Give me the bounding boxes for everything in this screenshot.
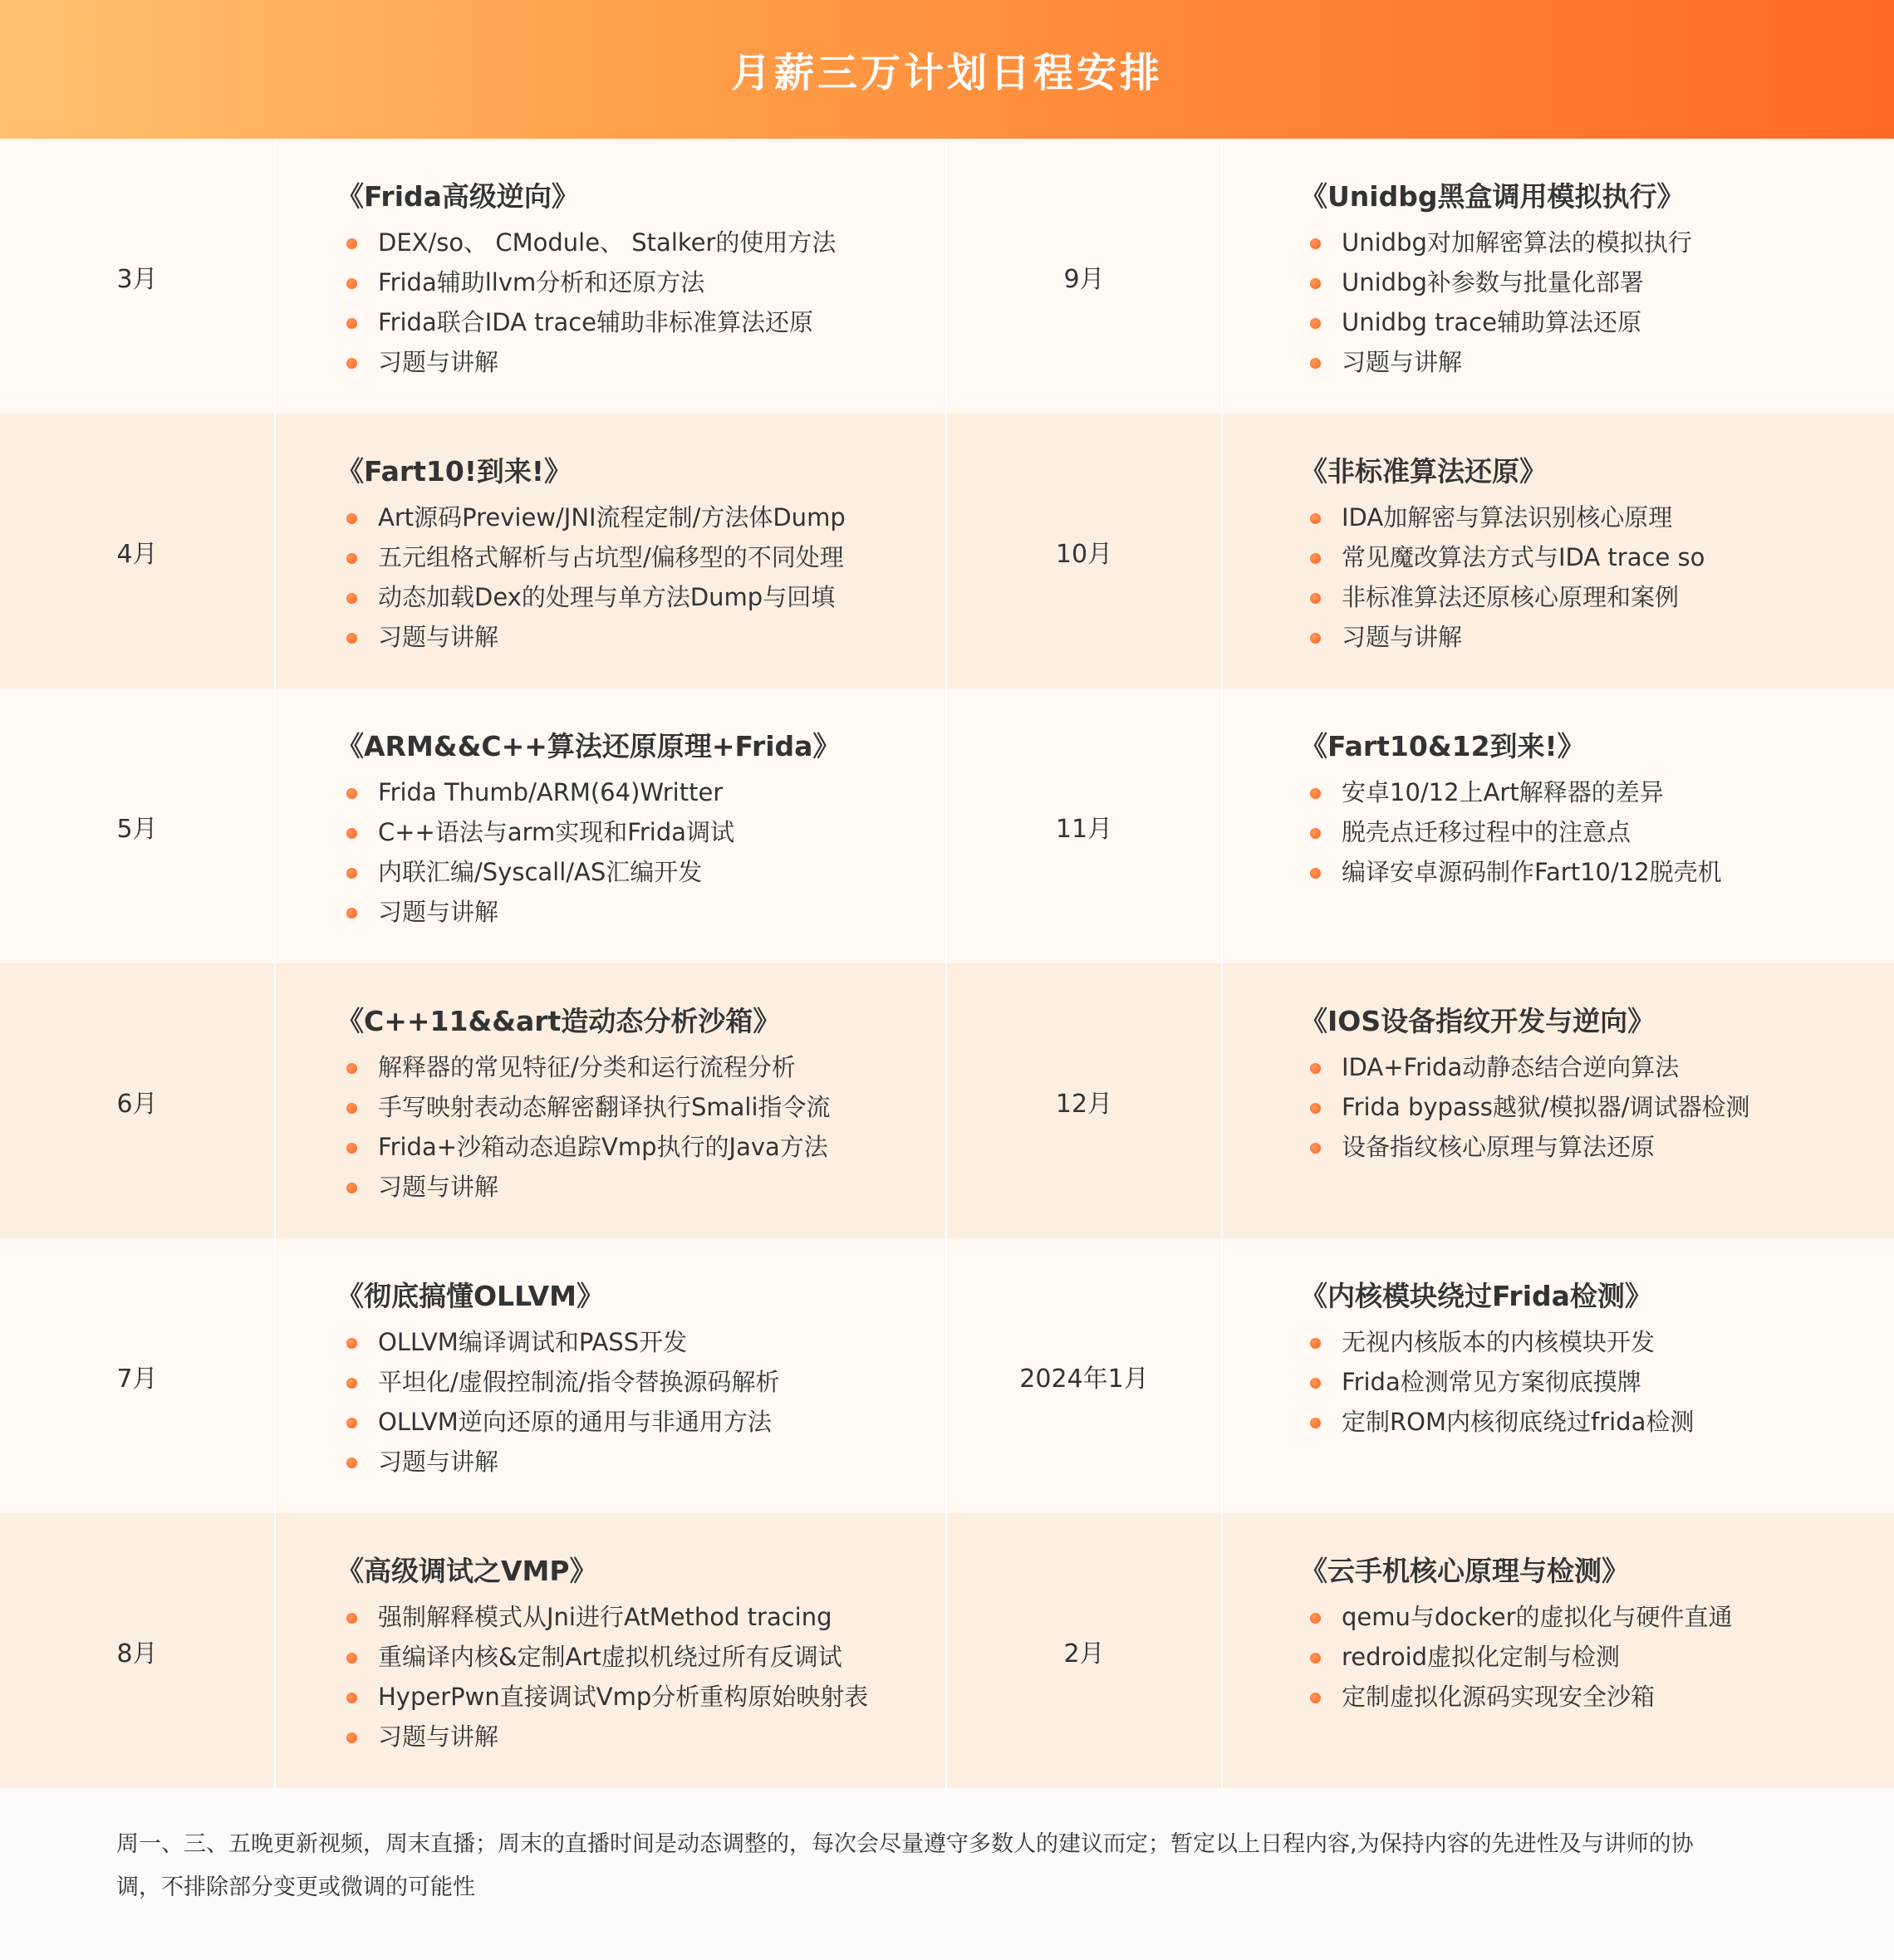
course-cell [1300,179,1692,382]
column-divider [274,963,276,1238]
bullet-dot-icon [346,553,357,564]
bullet-dot-icon [1310,1693,1321,1703]
course-topic-text: redroid虚拟化定制与检测 [1342,1643,1621,1671]
bullet-dot-icon [346,1338,357,1349]
bullet-dot-icon [346,1732,357,1743]
course-topic-text: Frida检测常见方案彻底摸牌 [1342,1368,1641,1396]
bullet-dot-icon [346,1653,357,1664]
course-topic-text: 安卓10/12上Art解释器的差异 [1342,778,1664,806]
course-topic-text: 定制虚拟化源码实现安全沙箱 [1342,1683,1656,1711]
course-topic-text: Unidbg trace辅助算法还原 [1342,308,1641,336]
bullet-dot-icon [346,1418,357,1428]
schedule-row [0,414,1894,688]
course-topic-item [336,892,840,932]
column-divider [1221,139,1223,414]
course-cell [336,179,836,382]
bullet-dot-icon [346,513,357,524]
course-topic-text: HyperPwn直接调试Vmp分析重构原始映射表 [378,1683,869,1711]
course-topic-item [336,852,840,892]
footer-note-line-2: 调，不排除部分变更或微调的可能性 [116,1874,475,1900]
column-divider [274,414,276,688]
column-divider [274,688,276,963]
column-divider [1221,963,1223,1238]
course-topic-text: Unidbg补参数与批量化部署 [1342,268,1644,296]
course-topic-text: Frida bypass越狱/模拟器/调试器检测 [1342,1093,1750,1121]
course-topic-item [1300,302,1692,342]
bullet-dot-icon [346,1183,357,1193]
course-topic-item [1300,262,1692,302]
course-topic-text: 非标准算法还原核心原理和案例 [1342,583,1680,611]
course-title: 《内核模块绕过Frida检测》 [1300,1280,1652,1312]
column-divider [1221,1238,1223,1513]
course-topic-item [336,1597,868,1637]
course-topic-text: 解释器的常见特征/分类和运行流程分析 [378,1053,796,1081]
bullet-dot-icon [1310,513,1321,524]
course-title: 《Fart10&12到来!》 [1300,730,1585,762]
bullet-dot-icon [346,1143,357,1154]
course-topic-text: Frida+沙箱动态追踪Vmp执行的Java方法 [378,1133,828,1161]
month-label: 8月 [116,1639,158,1668]
course-topic-item [1300,1637,1733,1677]
course-topic-text: 习题与讲解 [378,348,499,376]
column-divider [1221,688,1223,963]
bullet-dot-icon [1310,1613,1321,1624]
bullet-dot-icon [1310,1338,1321,1349]
schedule-row [0,139,1894,414]
course-topic-item [1300,852,1722,892]
course-topic-item [336,577,846,617]
bullet-dot-icon [1310,553,1321,564]
month-label: 4月 [116,539,158,569]
course-title: 《云手机核心原理与检测》 [1300,1555,1629,1587]
course-topic-list [1300,1047,1749,1167]
bullet-dot-icon [346,593,357,604]
course-topic-item [1300,1402,1694,1442]
course-cell [1300,728,1722,892]
course-topic-item [336,537,846,577]
month-label: 12月 [1055,1089,1113,1119]
course-topic-item [1300,1677,1733,1717]
bullet-dot-icon [1310,358,1321,369]
bullet-dot-icon [346,1103,357,1114]
column-divider [274,1238,276,1513]
course-topic-item [1300,1597,1733,1637]
bullet-dot-icon [346,1613,357,1624]
course-topic-text: 习题与讲解 [378,1448,499,1476]
course-topic-item [1300,1362,1694,1402]
bullet-dot-icon [1310,1378,1321,1389]
month-label: 5月 [116,814,158,844]
course-cell [336,1003,831,1207]
course-topic-item [336,223,836,262]
course-topic-list [1300,772,1722,892]
course-topic-text: 习题与讲解 [1342,623,1463,651]
course-title: 《Unidbg黑盒调用模拟执行》 [1300,180,1685,213]
course-cell [1300,1553,1733,1717]
schedule-row [0,688,1894,963]
schedule-row [0,1238,1894,1513]
bullet-dot-icon [1310,868,1321,879]
bullet-dot-icon [346,1693,357,1703]
column-divider [274,1513,276,1788]
course-topic-text: 重编译内核&定制Art虚拟机绕过所有反调试 [378,1643,842,1671]
bullet-dot-icon [346,788,357,799]
course-topic-list [336,223,836,382]
bullet-dot-icon [1310,278,1321,289]
bullet-dot-icon [346,1378,357,1389]
course-topic-item [1300,1127,1749,1167]
course-topic-item [336,1047,831,1087]
course-topic-item [336,1717,868,1757]
bullet-dot-icon [346,908,357,919]
course-topic-item [336,772,840,812]
schedule-row [0,963,1894,1238]
course-topic-item [1300,497,1705,537]
bullet-dot-icon [1310,238,1321,249]
bullet-dot-icon [1310,633,1321,644]
month-label: 9月 [1063,264,1105,294]
header-banner [0,0,1894,139]
course-topic-item [1300,223,1692,262]
course-topic-list [1300,497,1705,657]
footer-note-line-1: 周一、三、五晚更新视频，周末直播；周末的直播时间是动态调整的，每次会尽量遵守多数人的建议而定；暂定以上日程内容,为保持内容的先进性及与讲师的协 [116,1831,1694,1857]
course-title: 《C++11&&art造动态分析沙箱》 [336,1005,781,1037]
course-topic-item [1300,577,1705,617]
course-topic-text: 平坦化/虚假控制流/指令替换源码解析 [378,1368,780,1396]
course-topic-item [1300,342,1692,382]
course-topic-text: IDA+Frida动静态结合逆向算法 [1342,1053,1680,1081]
bullet-dot-icon [346,868,357,879]
month-label: 6月 [116,1089,158,1119]
footer-note [116,1823,1786,1909]
course-cell [336,728,840,932]
schedule-row [0,1513,1894,1788]
course-topic-item [336,1442,780,1482]
bullet-dot-icon [346,318,357,329]
bullet-dot-icon [346,358,357,369]
bullet-dot-icon [1310,318,1321,329]
course-topic-item [1300,1087,1749,1127]
bullet-dot-icon [1310,1653,1321,1664]
course-topic-item [336,1677,868,1717]
course-topic-text: 习题与讲解 [1342,348,1463,376]
bullet-dot-icon [1310,788,1321,799]
course-topic-text: 习题与讲解 [378,1173,499,1201]
course-topic-item [1300,1047,1749,1087]
course-topic-list [1300,1322,1694,1442]
month-label: 7月 [116,1364,158,1394]
course-topic-text: Frida Thumb/ARM(64)Writter [378,778,724,806]
course-topic-item [336,812,840,852]
course-topic-item [336,1167,831,1207]
course-topic-text: C++语法与arm实现和Frida调试 [378,818,735,846]
course-title: 《非标准算法还原》 [1300,455,1547,488]
course-topic-item [1300,537,1705,577]
course-topic-list [336,1322,780,1482]
course-topic-text: qemu与docker的虚拟化与硬件直通 [1342,1603,1733,1631]
course-topic-text: 内联汇编/Syscall/AS汇编开发 [378,858,703,886]
course-topic-text: 五元组格式解析与占坑型/偏移型的不同处理 [378,543,844,571]
course-topic-item [336,262,836,302]
column-divider [274,139,276,414]
course-topic-list [1300,1597,1733,1717]
month-label: 2月 [1063,1639,1105,1668]
course-topic-text: 脱壳点迁移过程中的注意点 [1342,818,1631,846]
month-label: 3月 [116,264,158,294]
course-topic-text: Art源码Preview/JNI流程定制/方法体Dump [378,503,846,532]
course-title: 《Frida高级逆向》 [336,180,579,213]
course-topic-text: IDA加解密与算法识别核心原理 [1342,503,1673,532]
course-topic-item [336,1637,868,1677]
course-topic-text: OLLVM逆向还原的通用与非通用方法 [378,1408,772,1436]
bullet-dot-icon [1310,1143,1321,1154]
bullet-dot-icon [346,278,357,289]
course-topic-item [336,617,846,657]
bullet-dot-icon [1310,828,1321,839]
course-cell [336,1278,780,1482]
column-divider [1221,1513,1223,1788]
course-topic-item [336,302,836,342]
course-topic-text: 无视内核版本的内核模块开发 [1342,1328,1656,1356]
course-title: 《彻底搞懂OLLVM》 [336,1280,604,1312]
course-topic-item [1300,772,1722,812]
course-topic-item [1300,1322,1694,1362]
course-topic-list [1300,223,1692,382]
bullet-dot-icon [346,1063,357,1074]
bullet-dot-icon [1310,1103,1321,1114]
course-topic-text: 习题与讲解 [378,623,499,651]
bullet-dot-icon [1310,593,1321,604]
course-topic-text: 设备指纹核心原理与算法还原 [1342,1133,1656,1161]
course-topic-text: 动态加载Dex的处理与单方法Dump与回填 [378,583,836,611]
bullet-dot-icon [346,633,357,644]
bullet-dot-icon [1310,1063,1321,1074]
course-topic-text: 强制解释模式从Jni进行AtMethod tracing [378,1603,832,1631]
month-label: 11月 [1055,814,1113,844]
page-title: 月薪三万计划日程安排 [730,50,1163,96]
course-topic-item [1300,617,1705,657]
course-topic-item [336,497,846,537]
course-topic-text: DEX/so、 CModule、 Stalker的使用方法 [378,228,837,257]
course-topic-text: 编译安卓源码制作Fart10/12脱壳机 [1342,858,1722,886]
course-topic-item [336,1402,780,1442]
course-topic-text: Frida联合IDA trace辅助非标准算法还原 [378,308,814,336]
course-topic-text: OLLVM编译调试和PASS开发 [378,1328,688,1356]
schedule-table [0,139,1894,1788]
course-topic-text: 习题与讲解 [378,1722,499,1751]
course-cell [1300,453,1705,657]
course-topic-list [336,1047,831,1207]
course-topic-item [336,342,836,382]
course-cell [1300,1003,1749,1167]
month-label: 2024年1月 [1019,1364,1149,1394]
course-topic-item [336,1087,831,1127]
bullet-dot-icon [1310,1418,1321,1428]
course-topic-list [336,497,846,657]
course-topic-text: 常见魔改算法方式与IDA trace so [1342,543,1705,571]
bullet-dot-icon [346,238,357,249]
course-title: 《ARM&&C++算法还原原理+Frida》 [336,730,841,762]
course-topic-text: Unidbg对加解密算法的模拟执行 [1342,228,1692,257]
course-topic-text: 定制ROM内核彻底绕过frida检测 [1342,1408,1695,1436]
course-topic-item [336,1322,780,1362]
course-title: 《IOS设备指纹开发与逆向》 [1300,1005,1656,1037]
course-topic-text: 手写映射表动态解密翻译执行Smali指令流 [378,1093,831,1121]
course-topic-item [1300,812,1722,852]
bullet-dot-icon [346,828,357,839]
course-title: 《Fart10!到来!》 [336,455,572,488]
course-cell [336,453,846,657]
course-topic-item [336,1127,831,1167]
course-topic-list [336,1597,868,1757]
course-cell [1300,1278,1694,1442]
course-title: 《高级调试之VMP》 [336,1555,597,1587]
course-cell [336,1553,868,1757]
course-topic-text: Frida辅助llvm分析和还原方法 [378,268,705,296]
column-divider [1221,414,1223,688]
course-topic-item [336,1362,780,1402]
course-topic-text: 习题与讲解 [378,898,499,926]
course-topic-list [336,772,840,932]
month-label: 10月 [1055,539,1113,569]
bullet-dot-icon [346,1458,357,1468]
